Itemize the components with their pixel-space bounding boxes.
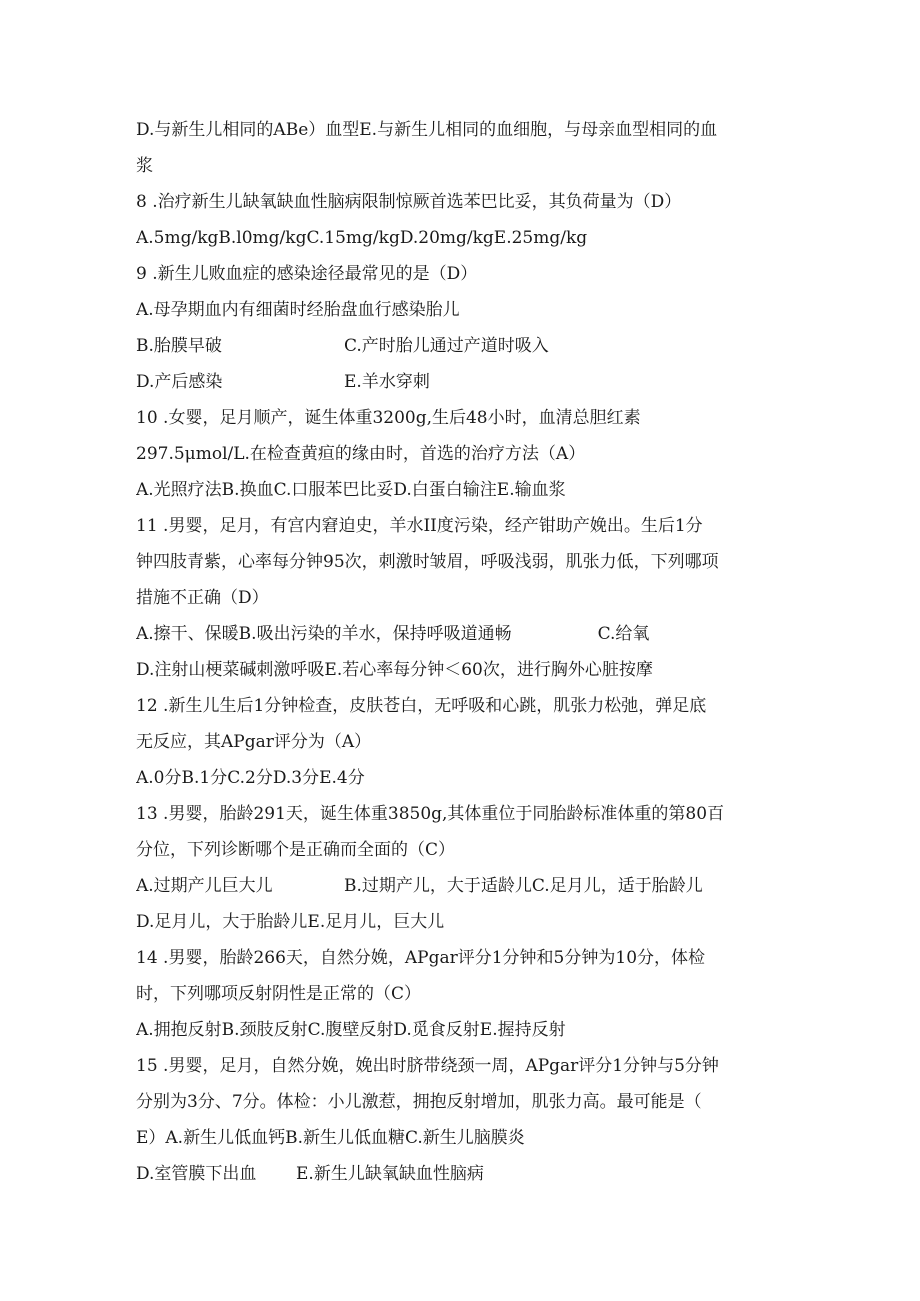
options-line — [136, 364, 786, 400]
options-line: E）A.新生儿低血钙B.新生儿低血糖C.新生儿脑膜炎 — [136, 1128, 525, 1148]
options-line — [136, 868, 786, 904]
text-line: 钟四肢青紫，心率每分钟95次，刺激时皱眉，呼吸浅弱，肌张力低，下列哪项 — [136, 552, 719, 572]
text-line: 分位，下列诊断哪个是正确而全面的（C） — [136, 840, 456, 860]
document-body — [136, 112, 786, 1192]
text-line: 时，下列哪项反射阴性是正常的（C） — [136, 984, 422, 1004]
options-line: A.拥抱反射B.颈肢反射C.腹壁反射D.觅食反射E.握持反射 — [136, 1020, 566, 1040]
question-9: 9 .新生儿败血症的感染途径最常见的是（D） — [136, 264, 478, 284]
question-8: 8 .治疗新生儿缺氧缺血性脑病限制惊厥首选苯巴比妥，其负荷量为（D） — [136, 192, 682, 212]
text-line: 浆 — [136, 156, 153, 176]
text-line: 297.5μmol/L.在检查黄疸的缘由时，首选的治疗方法（A） — [136, 444, 586, 464]
options-line — [136, 328, 786, 364]
option-c: C.产时胎儿通过产道时吸入 — [344, 336, 549, 356]
question-10: 10 .女婴，足月顺产，诞生体重3200g,生后48小时，血清总胆红素 — [136, 408, 641, 428]
options-line — [136, 616, 786, 652]
options-line: A.0分B.1分C.2分D.3分E.4分 — [136, 768, 365, 788]
question-12: 12 .新生儿生后1分钟检查，皮肤苍白，无呼吸和心跳，肌张力松弛，弹足底 — [136, 696, 707, 716]
options-line — [136, 1156, 786, 1192]
option-e: E.新生儿缺氧缺血性脑病 — [296, 1164, 484, 1184]
option-c: C.给氧 — [597, 624, 650, 644]
options-line: A.母孕期血内有细菌时经胎盘血行感染胎儿 — [136, 300, 460, 320]
option-d: D.产后感染 — [136, 372, 223, 392]
question-13: 13 .男婴，胎龄291天，诞生体重3850g,其体重位于同胎龄标准体重的第80百 — [136, 804, 725, 824]
text-line: 措施不正确（D） — [136, 588, 269, 608]
options-line: A.光照疗法B.换血C.口服苯巴比妥D.白蛋白输注E.输血浆 — [136, 480, 566, 500]
question-11: 11 .男婴，足月，有宫内窘迫史，羊水II度污染，经产钳助产娩出。生后1分 — [136, 516, 703, 536]
text-line: D.与新生儿相同的ABe）血型E.与新生儿相同的血细胞，与母亲血型相同的血 — [136, 120, 718, 140]
option-e: E.羊水穿刺 — [344, 372, 430, 392]
question-14: 14 .男婴，胎龄266天，自然分娩，APgar评分1分钟和5分钟为10分，体检 — [136, 948, 706, 968]
options-line: A.5mg/kgB.l0mg/kgC.15mg/kgD.20mg/kgE.25mg/kg — [136, 228, 588, 248]
option-b: B.胎膜早破 — [136, 336, 222, 356]
question-15: 15 .男婴，足月，自然分娩，娩出时脐带绕颈一周，APgar评分1分钟与5分钟 — [136, 1056, 719, 1076]
text-line: 分别为3分、7分。体检：小儿激惹，拥抱反射增加，肌张力高。最可能是（ — [136, 1092, 702, 1112]
option-a: A.过期产儿巨大儿 — [136, 876, 273, 896]
options-line: D.注射山梗菜碱刺激呼吸E.若心率每分钟＜60次，进行胸外心脏按摩 — [136, 660, 653, 680]
text-line: 无反应，其APgar评分为（A） — [136, 732, 372, 752]
option-bc: B.过期产儿，大于适龄儿C.足月儿，适于胎龄儿 — [344, 876, 703, 896]
option-d: D.室管膜下出血 — [136, 1164, 257, 1184]
options-line: D.足月儿，大于胎龄儿E.足月儿，巨大儿 — [136, 912, 445, 932]
option-ab: A.擦干、保暖B.吸出污染的羊水，保持呼吸道通畅 — [136, 624, 512, 644]
